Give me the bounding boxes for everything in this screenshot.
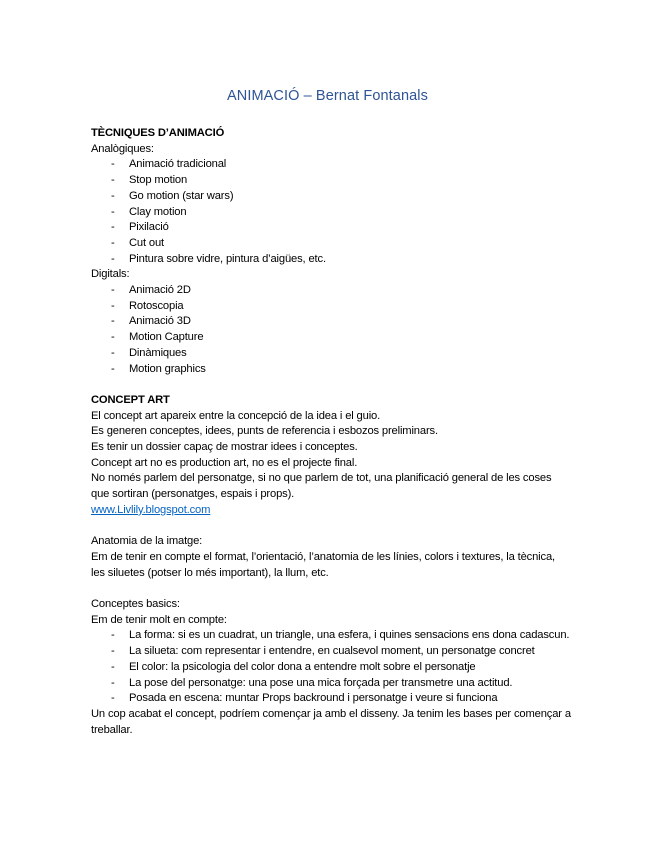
spacer bbox=[91, 519, 571, 535]
paragraph-line: No només parlem del personatge, si no que parlem de tot, una planificació general de les coses que sortiran (personatges, espais i props). bbox=[91, 472, 552, 501]
list-item: - Pintura sobre vidre, pintura d’aigües, etc. bbox=[91, 252, 571, 268]
list-item: - Posada en escena: muntar Props backround i personatge i veure si funciona bbox=[91, 691, 571, 707]
paragraph-line: Es tenir un dossier capaç de mostrar idees i conceptes. bbox=[91, 441, 358, 454]
section-heading-basics: Conceptes basics: bbox=[91, 598, 180, 611]
list-item: - Cut out bbox=[91, 236, 571, 252]
list-item: - La forma: si es un cuadrat, un triangle, una esfera, i quines sensacions ens dona cadascun. bbox=[91, 628, 571, 644]
paragraph-line: Concept art no es production art, no es el projecte final. bbox=[91, 456, 358, 469]
list-item: - Animació 2D bbox=[91, 283, 571, 299]
paragraph-line: El concept art apareix entre la concepció de la idea i el guio. bbox=[91, 409, 381, 422]
list-item: - Motion graphics bbox=[91, 362, 571, 378]
list-item: - La silueta: com representar i entendre, en cualsevol moment, un personatge concret bbox=[91, 644, 571, 660]
digital-list bbox=[91, 283, 571, 377]
analog-label: Analògiques: bbox=[91, 142, 154, 155]
section-heading-techniques: TÈCNIQUES D’ANIMACIÓ bbox=[91, 127, 225, 139]
list-item: - Go motion (star wars) bbox=[91, 189, 571, 205]
list-item: - Rotoscopia bbox=[91, 299, 571, 315]
digital-label: Digitals: bbox=[91, 268, 130, 281]
document-body bbox=[91, 126, 571, 738]
list-item: - Stop motion bbox=[91, 173, 571, 189]
list-item: - Animació tradicional bbox=[91, 157, 571, 173]
spacer bbox=[91, 581, 571, 597]
list-item: - Clay motion bbox=[91, 205, 571, 221]
section-heading-concept-art: CONCEPT ART bbox=[91, 393, 170, 406]
analog-list bbox=[91, 157, 571, 267]
blog-link[interactable]: www.Livlily.blogspot.com bbox=[91, 503, 211, 516]
section-heading-anatomy: Anatomia de la imatge: bbox=[91, 535, 203, 548]
list-item: - El color: la psicologia del color dona a entendre molt sobre el personatje bbox=[91, 660, 571, 676]
list-item: - La pose del personatge: una pose una mica forçada per transmetre una actitud. bbox=[91, 676, 571, 692]
paragraph-line: Es generen conceptes, idees, punts de referencia i esbozos preliminars. bbox=[91, 425, 438, 438]
document-title: ANIMACIÓ – Bernat Fontanals bbox=[227, 88, 428, 104]
list-item: - Animació 3D bbox=[91, 314, 571, 330]
list-item: - Motion Capture bbox=[91, 330, 571, 346]
basics-list bbox=[91, 628, 571, 707]
list-item: - Pixilació bbox=[91, 220, 571, 236]
closing-paragraph: Un cop acabat el concept, podríem començar ja amb el disseny. Ja tenim les bases per començar a treballar. bbox=[91, 707, 571, 736]
anatomy-paragraph: Em de tenir en compte el format, l’orientació, l’anatomia de les línies, colors i textures, la tècnica, les siluetes (potser lo més important), la llum, etc. bbox=[91, 550, 555, 579]
basics-intro: Em de tenir molt en compte: bbox=[91, 613, 227, 626]
list-item: - Dinàmiques bbox=[91, 346, 571, 362]
spacer bbox=[91, 377, 571, 393]
